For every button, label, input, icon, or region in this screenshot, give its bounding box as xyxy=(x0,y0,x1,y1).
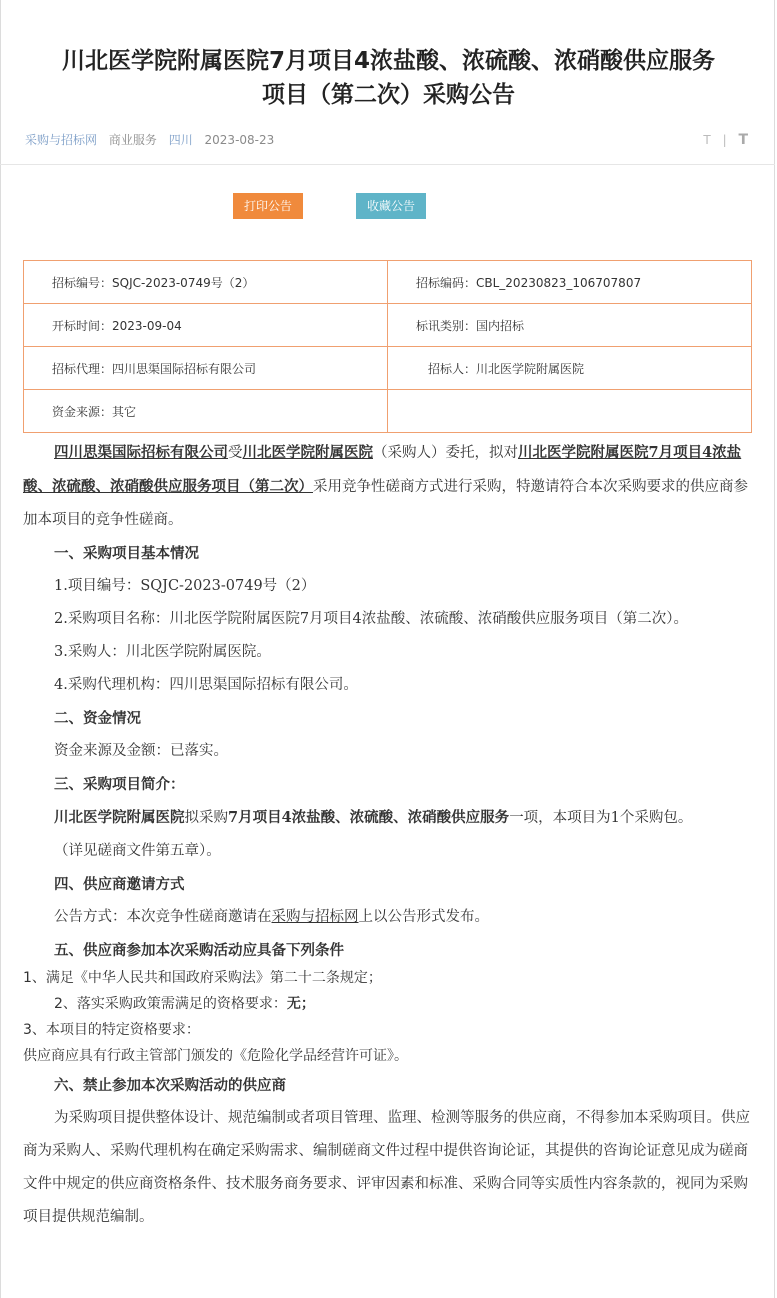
empty-cell xyxy=(388,390,752,433)
buyer-link[interactable]: 川北医学院附属医院 xyxy=(242,444,373,461)
notice-body xyxy=(23,436,753,1234)
section-3-item: 7月项目4浓盐酸、浓硫酸、浓硝酸供应服务 xyxy=(228,809,510,826)
font-separator: | xyxy=(722,133,727,147)
open-time: 开标时间：2023-09-04 xyxy=(24,304,388,347)
section-3-text-1: 拟采购 xyxy=(184,810,228,826)
section-2-item-1: 资金来源及金额：已落实。 xyxy=(54,743,228,759)
section-5-item-3-detail: 供应商应具有行政主管部门颁发的《危险化学品经营许可证》。 xyxy=(23,1048,408,1064)
section-6-paragraph: 为采购项目提供整体设计、规范编制或者项目管理、监理、检测等服务的供应商，不得参加本采购项目。供应商为采购人、采购代理机构在确定采购需求、编制磋商文件过程中提供咨询论证，其提供的咨询论证意见成为磋商文件中规定的供应商资格条件、技术服务商务要求、评审因素和标准、采购合同等实质性内容条款的，视同为采购项目提供规范编制。 xyxy=(23,1110,750,1225)
font-large-button[interactable]: T xyxy=(738,132,748,148)
section-2-heading: 二、资金情况 xyxy=(54,710,141,727)
section-1-heading: 一、采购项目基本情况 xyxy=(54,545,199,562)
section-3-paragraph xyxy=(23,801,753,835)
section-5-item-2-label: 2、落实采购政策需满足的资格要求： xyxy=(54,996,287,1012)
publish-date: 2023-08-23 xyxy=(204,133,275,147)
font-small-button[interactable]: T xyxy=(703,133,711,147)
bid-number: 招标编号：SQJC-2023-0749号（2） xyxy=(24,261,388,304)
section-4-text-1: 公告方式：本次竞争性磋商邀请在 xyxy=(54,909,272,925)
intro-text-1: 受 xyxy=(228,445,243,461)
project-link[interactable]: 川北医学院附属医院7月项目4浓盐酸、浓硫酸、浓硝酸供应服务项目（第二次） xyxy=(23,444,742,495)
section-6-heading: 六、禁止参加本次采购活动的供应商 xyxy=(54,1077,286,1094)
bid-code: 招标编码：CBL_20230823_106707807 xyxy=(388,261,752,304)
section-1-item-3: 3.采购人：川北医学院附属医院。 xyxy=(54,644,271,660)
category-tag: 商业服务 xyxy=(108,133,157,147)
section-4-text-2: 上以公告形式发布。 xyxy=(358,909,489,925)
section-4-heading: 四、供应商邀请方式 xyxy=(54,876,185,893)
fund-source: 资金来源：其它 xyxy=(24,390,388,433)
intro-paragraph xyxy=(23,436,753,537)
section-5-heading: 五、供应商参加本次采购活动应具备下列条件 xyxy=(54,942,344,959)
print-button[interactable]: 打印公告 xyxy=(233,193,303,219)
region-link[interactable]: 四川 xyxy=(168,133,193,147)
section-3-text-2: 一项，本项目为1个采购包。 xyxy=(509,810,693,826)
section-5-item-1: 1、满足《中华人民共和国政府采购法》第二十二条规定； xyxy=(23,970,382,986)
section-4-site-link[interactable]: 采购与招标网 xyxy=(271,909,359,925)
intro-text-3: 采用竞争性磋商方式进行采购，特邀请符合本次采购要求的供应商参加本项目的竞争性磋商。 xyxy=(23,479,748,528)
info-table xyxy=(23,260,752,433)
divider xyxy=(0,164,775,165)
source-link[interactable]: 采购与招标网 xyxy=(25,133,98,147)
section-4-paragraph xyxy=(23,901,753,934)
section-3-heading: 三、采购项目简介： xyxy=(54,776,185,793)
meta-bar xyxy=(25,131,750,149)
favorite-button[interactable]: 收藏公告 xyxy=(356,193,426,219)
notice-type: 标讯类别：国内招标 xyxy=(388,304,752,347)
section-1-item-2: 2.采购项目名称：川北医学院附属医院7月项目4浓盐酸、浓硫酸、浓硝酸供应服务项目（第二次）。 xyxy=(54,611,689,627)
section-1-item-1: 1.项目编号：SQJC-2023-0749号（2） xyxy=(54,578,316,594)
intro-text-2: （采购人）委托，拟对 xyxy=(373,445,518,461)
agent-link[interactable]: 四川思渠国际招标有限公司 xyxy=(54,444,228,461)
buyer: 招标人：川北医学院附属医院 xyxy=(388,347,752,390)
section-5-item-3: 3、本项目的特定资格要求： xyxy=(23,1022,200,1038)
section-1-item-4: 4.采购代理机构：四川思渠国际招标有限公司。 xyxy=(54,677,358,693)
section-5-item-2-value: 无； xyxy=(286,996,315,1012)
title-line-2: 项目（第二次）采购公告 xyxy=(262,82,515,108)
title-line-1: 川北医学院附属医院7月项目4浓盐酸、浓硫酸、浓硝酸供应服务 xyxy=(61,48,715,74)
section-5-item-2 xyxy=(23,991,753,1017)
section-3-buyer: 川北医学院附属医院 xyxy=(54,809,185,826)
page-title xyxy=(20,44,757,112)
section-3-note: （详见磋商文件第五章）。 xyxy=(54,843,221,859)
agent: 招标代理：四川思渠国际招标有限公司 xyxy=(24,347,388,390)
font-size-switcher xyxy=(703,131,748,149)
